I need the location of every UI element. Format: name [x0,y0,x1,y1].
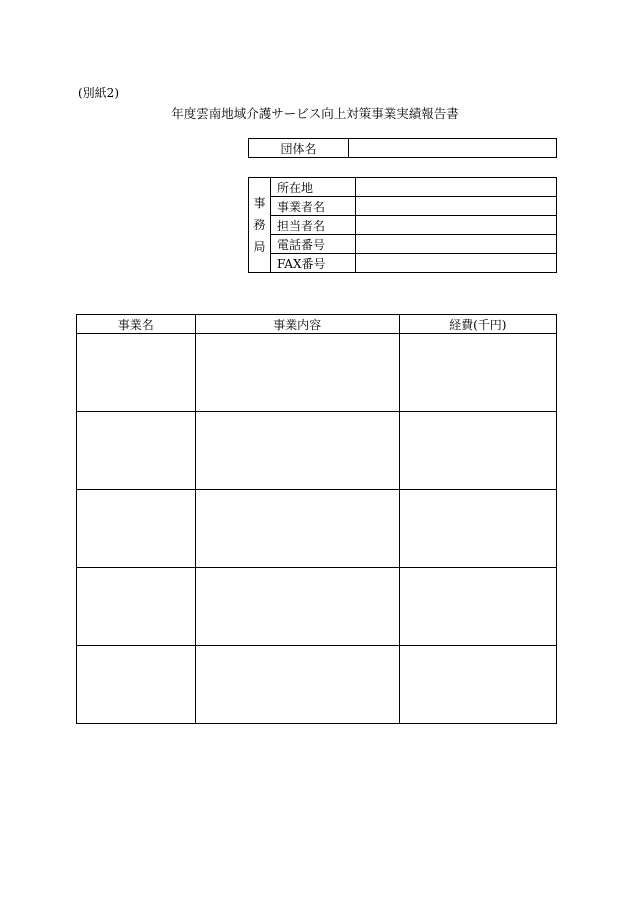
report-header-row [77,315,557,334]
project-name-cell[interactable] [77,568,196,646]
project-content-cell[interactable] [195,334,399,412]
organization-name-label: 団体名 [249,139,349,158]
office-row [249,216,557,235]
office-row [249,178,557,197]
address-label: 所在地 [271,178,356,197]
project-name-cell[interactable] [77,490,196,568]
office-row [249,235,557,254]
office-row [249,197,557,216]
office-side-char: 務 [253,218,266,232]
table-row [77,412,557,490]
project-name-cell[interactable] [77,412,196,490]
table-row [77,646,557,724]
contact-person-field[interactable] [356,216,557,235]
project-content-header: 事業内容 [195,315,399,334]
project-name-cell[interactable] [77,646,196,724]
phone-label: 電話番号 [271,235,356,254]
organization-name-field[interactable] [349,139,557,158]
page-title: 年度雲南地域介護サービス向上対策事業実績報告書 [171,106,459,121]
address-field[interactable] [356,178,557,197]
office-side-label [249,178,271,273]
expense-cell[interactable] [399,646,556,724]
report-table [76,314,557,724]
project-name-header: 事業名 [77,315,196,334]
expense-cell[interactable] [399,568,556,646]
expense-cell[interactable] [399,490,556,568]
attachment-label: (別紙2) [78,86,119,100]
fax-label: FAX番号 [271,254,356,273]
office-side-char: 局 [253,240,266,254]
project-content-cell[interactable] [195,490,399,568]
expense-cell[interactable] [399,334,556,412]
project-content-cell[interactable] [195,646,399,724]
office-table [248,177,557,273]
office-row [249,254,557,273]
phone-field[interactable] [356,235,557,254]
project-content-cell[interactable] [195,568,399,646]
office-side-char: 事 [253,196,266,210]
organization-table [248,138,557,158]
organization-row [249,139,557,158]
project-content-cell[interactable] [195,412,399,490]
expense-header: 経費(千円) [399,315,556,334]
expense-cell[interactable] [399,412,556,490]
fax-field[interactable] [356,254,557,273]
table-row [77,490,557,568]
project-name-cell[interactable] [77,334,196,412]
table-row [77,568,557,646]
contact-person-label: 担当者名 [271,216,356,235]
company-name-label: 事業者名 [271,197,356,216]
company-name-field[interactable] [356,197,557,216]
table-row [77,334,557,412]
